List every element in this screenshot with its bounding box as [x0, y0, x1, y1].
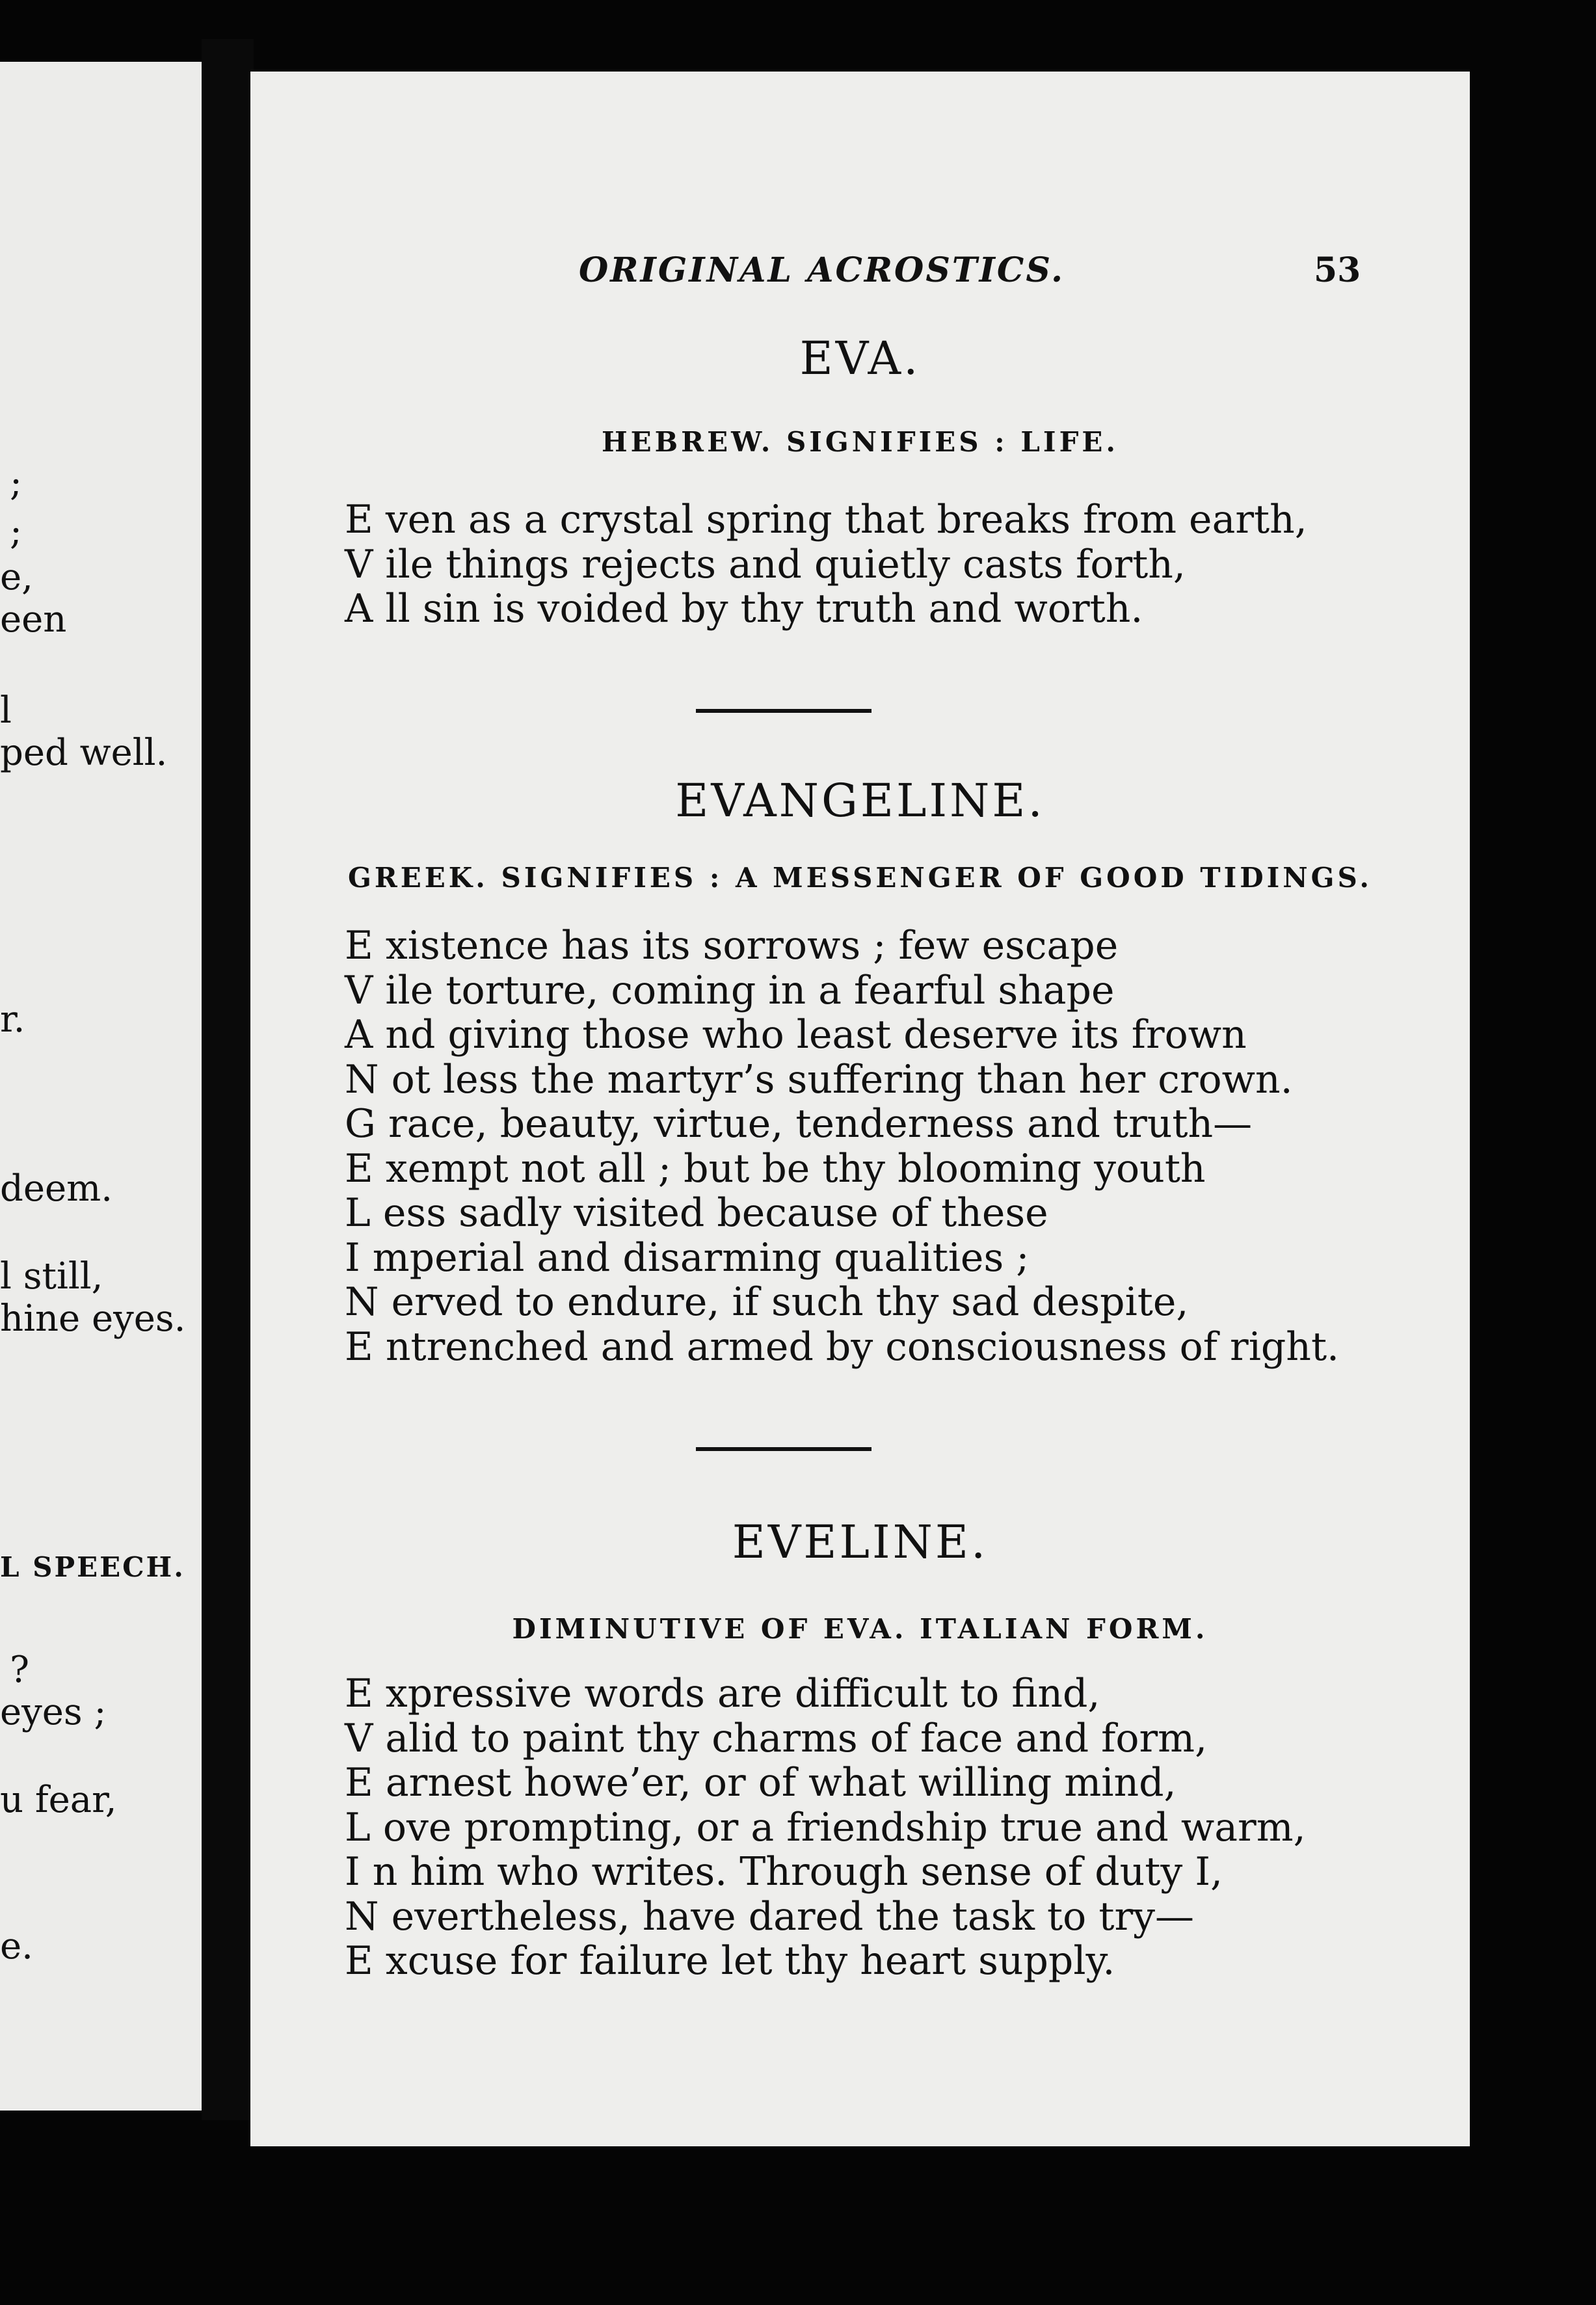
poem-lines-eveline — [345, 1672, 1306, 1984]
left-text-fragment: l — [0, 689, 12, 732]
left-text-fragment: ; — [10, 462, 22, 504]
left-text-fragment: r. — [0, 998, 25, 1041]
left-text-fragment: deem. — [0, 1167, 113, 1210]
poem-line: E xcuse for failure let thy heart supply. — [345, 1938, 1115, 1984]
section-divider — [696, 1447, 871, 1451]
section-divider — [696, 709, 871, 713]
page-number: 53 — [1314, 250, 1361, 290]
poem-title-eveline: EVELINE. — [732, 1515, 989, 1569]
poem-line: A ll sin is voided by thy truth and worth. — [345, 586, 1143, 632]
left-text-fragment: l still, — [0, 1255, 103, 1298]
poem-line: V ile torture, coming in a fearful shape — [345, 967, 1115, 1013]
poem-line: V alid to paint thy charms of face and form, — [345, 1715, 1208, 1761]
left-text-fragment: ped well. — [0, 732, 168, 774]
poem-line: L ess sadly visited because of these — [345, 1190, 1048, 1236]
left-text-fragment: L SPEECH. — [0, 1551, 185, 1583]
left-text-fragment: u fear, — [0, 1779, 117, 1821]
left-text-fragment: hine eyes. — [0, 1298, 186, 1340]
poem-line: N evertheless, have dared the task to try— — [345, 1893, 1195, 1939]
left-text-fragment: eyes ; — [0, 1691, 107, 1733]
left-text-fragment: een — [0, 598, 67, 641]
poem-line: A nd giving those who least deserve its frown — [345, 1012, 1247, 1058]
poem-lines-evangeline — [345, 924, 1339, 1369]
poem-lines-eva — [345, 498, 1307, 632]
poem-line: E xpressive words are difficult to find, — [345, 1671, 1100, 1716]
poem-title-eva: EVA. — [799, 332, 921, 385]
poem-line: N erved to endure, if such thy sad despite, — [345, 1279, 1189, 1325]
poem-meta-eva: HEBREW. SIGNIFIES : LIFE. — [601, 426, 1119, 458]
poem-line: L ove prompting, or a friendship true and warm, — [345, 1804, 1306, 1850]
poem-line: E xistence has its sorrows ; few escape — [345, 923, 1119, 968]
poem-meta-evangeline: GREEK. SIGNIFIES : A MESSENGER OF GOOD TIDINGS. — [347, 862, 1373, 894]
previous-page-fragment — [0, 62, 202, 2111]
poem-line: E ntrenched and armed by consciousness of right. — [345, 1324, 1340, 1370]
poem-line: I n him who writes. Through sense of duty I, — [345, 1849, 1223, 1895]
book-page — [250, 72, 1470, 2146]
running-head: ORIGINAL ACROSTICS. — [579, 250, 1065, 290]
left-text-fragment: ; — [10, 511, 22, 553]
poem-line: E xempt not all ; but be thy blooming youth — [345, 1145, 1206, 1192]
poem-line: N ot less the martyr’s suffering than her crown. — [345, 1056, 1293, 1102]
poem-line: V ile things rejects and quietly casts forth, — [345, 541, 1186, 587]
book-gutter — [202, 39, 254, 2120]
left-text-fragment: ? — [10, 1649, 30, 1691]
poem-line: I mperial and disarming qualities ; — [345, 1234, 1030, 1281]
left-text-fragment: e, — [0, 556, 33, 598]
poem-line: E arnest howe’er, or of what willing mind, — [345, 1760, 1177, 1805]
poem-line: G race, beauty, virtue, tenderness and truth— — [345, 1101, 1253, 1147]
poem-title-evangeline: EVANGELINE. — [675, 774, 1045, 827]
poem-line: E ven as a crystal spring that breaks from earth, — [345, 497, 1307, 542]
left-text-fragment: e. — [0, 1925, 33, 1967]
poem-meta-eveline: DIMINUTIVE OF EVA. ITALIAN FORM. — [512, 1613, 1208, 1645]
